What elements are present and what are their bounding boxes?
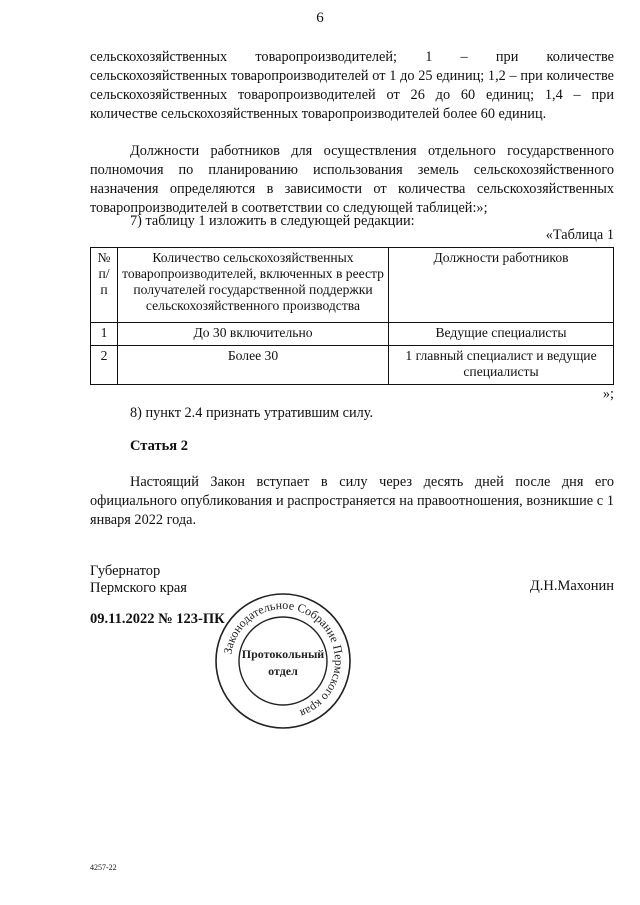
header-number: № п/п <box>91 248 118 323</box>
official-stamp <box>213 591 353 731</box>
stamp-center-line-1: Протокольный <box>241 647 325 661</box>
cell-quantity: Более 30 <box>118 346 389 385</box>
paragraph-continuation <box>90 48 614 124</box>
signatory-title <box>90 563 187 597</box>
table-header-row <box>91 248 614 323</box>
cell-positions: 1 главный специалист и ведущие специалисты <box>389 346 614 385</box>
stamp-ring-text: Законодательное Собрание Пермского края <box>220 597 347 721</box>
cell-number: 2 <box>91 346 118 385</box>
page-number: 6 <box>316 10 324 26</box>
signatory-name: Д.Н.Махонин <box>529 578 614 594</box>
cell-positions: Ведущие специалисты <box>389 323 614 346</box>
paragraph-effective-date <box>90 473 614 530</box>
paragraph-table-intro <box>90 212 614 231</box>
cell-number: 1 <box>91 323 118 346</box>
article-heading: Статья 2 <box>130 438 188 454</box>
header-positions: Должности работников <box>389 248 614 323</box>
paragraph-2-text: Должности работников для осуществления отдельного государственного полномочия по планированию использования земель сельскохозяйственного назначения определяются в зависимости от количества сельскохозяйственных товаропроизводителей в соответствии со следующей таблицей:»; <box>90 143 614 216</box>
table-row <box>91 323 614 346</box>
paragraph-4-text: 8) пункт 2.4 признать утратившим силу. <box>130 405 374 421</box>
paragraph-positions <box>90 142 614 218</box>
positions-table <box>90 247 614 385</box>
paragraph-1-text: сельскохозяйственных товаропроизводителей; 1 – при количестве сельскохозяйственных товаропроизводителей от 1 до 25 единиц; 1,2 – при количестве сельскохозяйственных товаропроизводителей от 26 до 60 единиц; 1,4 – при количестве сельскохозяйственных товаропроизводителей более 60 единиц. <box>90 49 614 122</box>
signatory-title-line-2: Пермского края <box>90 580 187 596</box>
document-code: 4257-22 <box>90 863 117 872</box>
closing-quote: »; <box>602 386 614 402</box>
header-quantity: Количество сельскохозяйственных товаропроизводителей, включенных в реестр получателей государственной поддержки сельскохозяйственного производства <box>118 248 389 323</box>
law-date-number: 09.11.2022 № 123-ПК <box>90 611 225 627</box>
paragraph-5-text: Настоящий Закон вступает в силу через десять дней после дня его официального опубликования и распространяется на правоотношения, возникшие с 1 января 2022 года. <box>90 474 614 528</box>
paragraph-3-text: 7) таблицу 1 изложить в следующей редакции: <box>130 213 415 229</box>
cell-quantity: До 30 включительно <box>118 323 389 346</box>
stamp-center-line-2: отдел <box>268 664 298 678</box>
signatory-title-line-1: Губернатор <box>90 563 161 579</box>
table-row <box>91 346 614 385</box>
paragraph-item-8 <box>90 404 614 423</box>
table-caption: «Таблица 1 <box>545 227 614 243</box>
